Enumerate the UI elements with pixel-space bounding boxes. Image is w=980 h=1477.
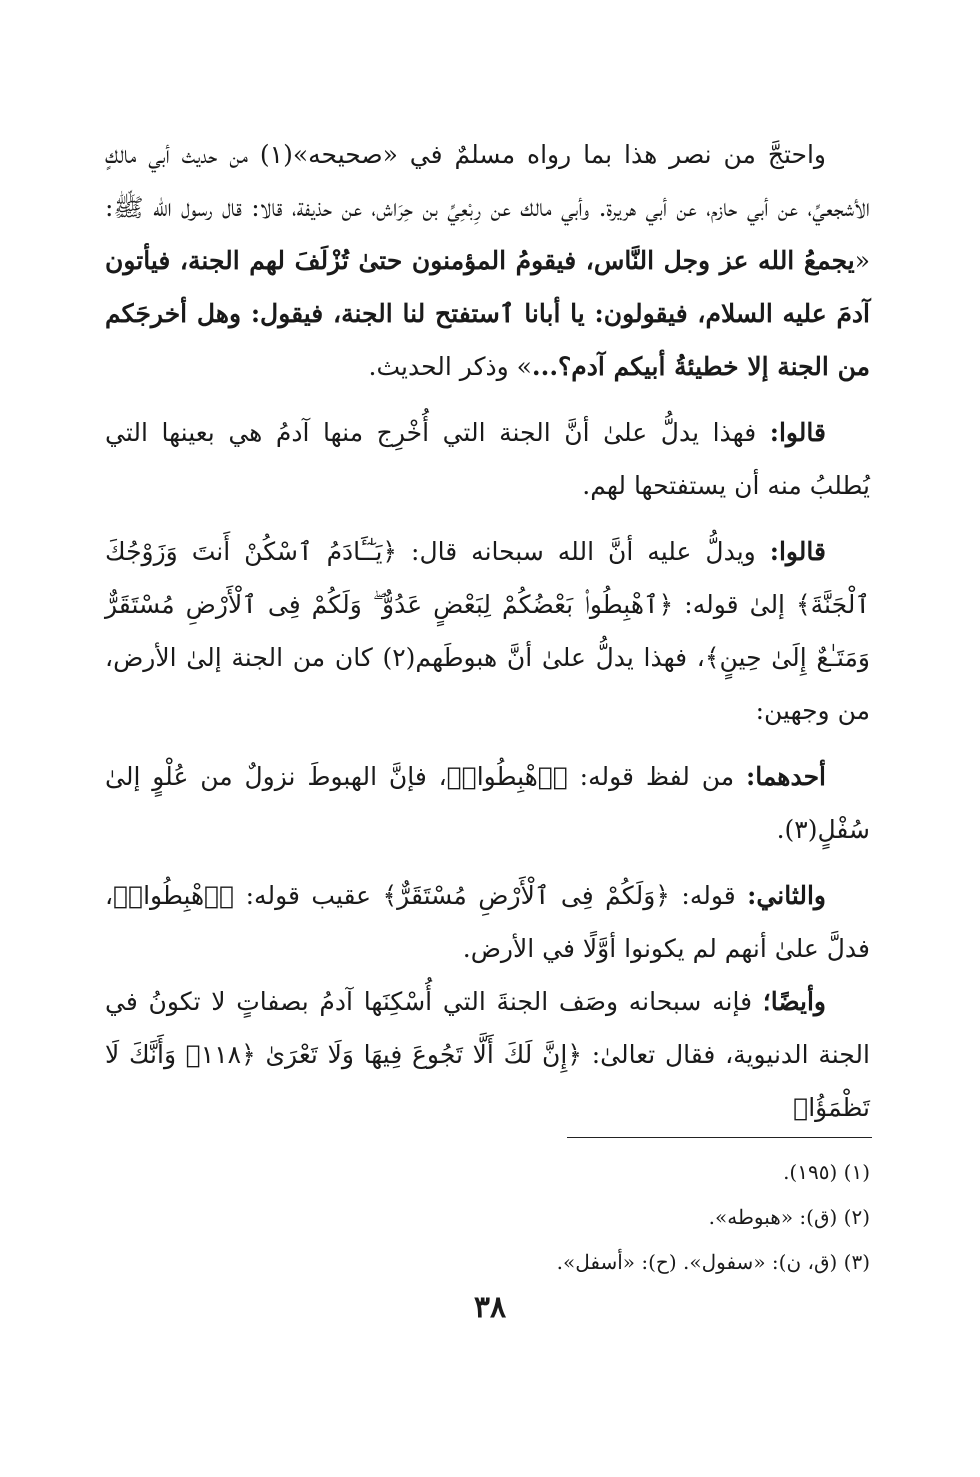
quran-quote: ﴿ٱهْبِطُوا۟ بَعْضُكُمْ لِبَعْضٍ عَدُوٌّ ۖ وَلَكُمْ فِى ٱلْأَرْضِ مُسْتَقَرٌّ وَمَتَـٰعٌ إِلَىٰ حِينٍ﴾: [105, 590, 871, 672]
page-number: ٣٨: [473, 1290, 507, 1325]
footnote-separator: [567, 1137, 872, 1138]
paragraph-qalu-1: [105, 406, 870, 512]
paragraph-text: فإنه سبحانه وصَف الجنةَ التي أُسْكِنَها آدمُ بصفاتٍ لا تكونُ في الجنة الدنيوية، فقال تعالىٰ:: [105, 987, 870, 1069]
quran-quote: ﴿ٱهْبِطُوا۟﴾: [113, 881, 235, 910]
paragraph-text: عقيب قوله:: [234, 881, 383, 910]
paragraph-qalu-2: [105, 525, 870, 737]
paragraph-lead: قالوا:: [769, 537, 826, 566]
paragraph-text: فهذا يدلُّ علىٰ أنَّ الجنة التي أُخْرِج منها آدمُ هي بعينها التي يُطلبُ منه أن يستفتحها لهم.: [105, 418, 870, 500]
quran-quote: ﴿إِنَّ لَكَ أَلَّا تَجُوعَ فِيهَا وَلَا تَعْرَىٰ ﴿١١٨﴾ وَأَنَّكَ لَا تَظْمَؤُا۟: [105, 1040, 870, 1122]
paragraph-text: من لفظ قوله:: [567, 762, 746, 791]
paragraph-hadith: [105, 128, 870, 393]
paragraph-lead: والثاني:: [747, 881, 826, 910]
paragraph-also: [105, 975, 870, 1134]
paragraph-text: قوله:: [669, 881, 748, 910]
paragraph-text: ويدلُّ عليه أنَّ الله سبحانه قال:: [397, 537, 770, 566]
main-text: [105, 128, 870, 1134]
paragraph-text: إلىٰ قوله:: [673, 590, 796, 619]
hadith-text: يجمعُ الله عز وجل النَّاس، فيقومُ المؤمنون حتىٰ تُزْلَفَ لهم الجنة، فيأتون آدمَ عليه السلام، فيقولون: يا أبانا ٱستفتح لنا الجنة، فيقول: وهل أخرجَكم من الجنة إلا خطيئةُ أبيكم آدم؟...: [105, 246, 870, 381]
footnotes: [110, 1150, 870, 1285]
quran-quote: ﴿ٱهْبِطُوا۟﴾: [446, 762, 568, 791]
quran-quote: ﴿يَـٰٓـَٔادَمُ ٱسْكُنْ أَنتَ وَزَوْجُكَ ٱلْجَنَّةَ﴾: [105, 537, 870, 619]
footnote-2: (٢) (ق): «هبوطه».: [708, 1205, 870, 1229]
paragraph-text: ، فإنَّ الهبوطَ نزولٌ من عُلْوٍ إلىٰ سُفْلٍ(٣).: [105, 762, 870, 844]
paragraph-text: ، فهذا يدلُّ علىٰ أنَّ هبوطَهم(٢) كان من الجنة إلىٰ الأرض، من وجهين:: [105, 643, 870, 725]
paragraph-second-reason: [105, 869, 870, 975]
paragraph-lead: أحدهما:: [745, 762, 826, 791]
paragraph-lead: وأيضًا؛: [762, 987, 826, 1016]
paragraph-text: ، فدلَّ علىٰ أنهم لم يكونوا أوَّلًا في الأرض.: [105, 881, 870, 963]
footnote-1: (١) (١٩٥).: [783, 1160, 870, 1184]
paragraph-lead: قالوا:: [769, 418, 826, 447]
paragraph-text: » وذكر الحديث.: [368, 352, 532, 381]
footnote-3: (٣) (ق، ن): «سفول». (ح): «أسفل».: [556, 1250, 870, 1274]
paragraph-first-reason: [105, 750, 870, 856]
paragraph-text: واحتجَّ من نصر هذا بما رواه مسلمٌ في «صحيحه»(١) من حديث أبي مالكٍ الأشجعيِّ، عن أبي حازم، عن أبي هريرة. وأبي مالك عن رِبْعِيِّ بن حِرَاش، عن حذيفة، قالا: قال رسول الله ﷺ: «: [105, 140, 870, 275]
quran-quote: ﴿وَلَكُمْ فِى ٱلْأَرْضِ مُسْتَقَرٌّ﴾: [382, 881, 670, 910]
